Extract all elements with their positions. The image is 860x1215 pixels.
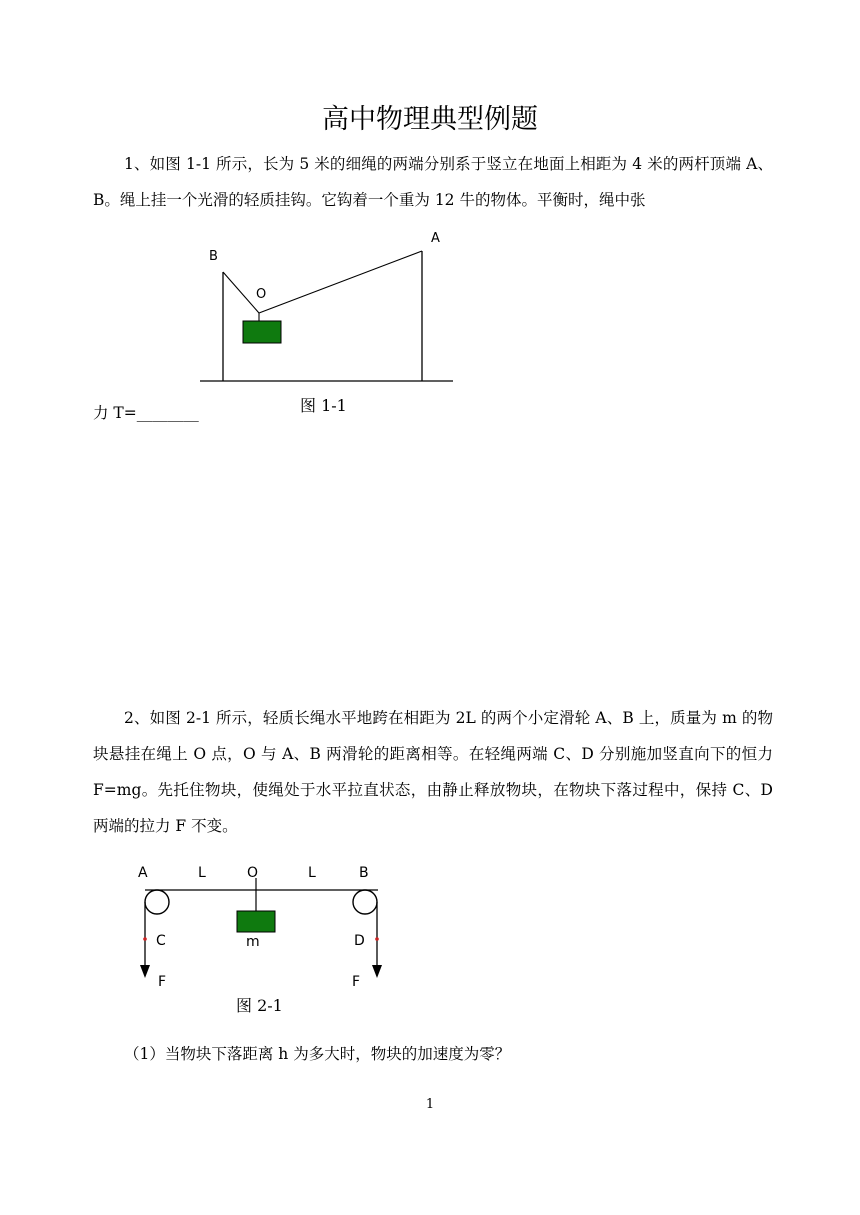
label-f-left: F [158, 974, 167, 990]
pulley-a [145, 890, 169, 914]
label-c: C [156, 933, 166, 949]
label-l-right: L [308, 865, 316, 881]
label-a-2: A [138, 865, 148, 881]
label-o-2: O [247, 865, 259, 881]
figure-2-1 [128, 858, 398, 1018]
point-d-marker [375, 937, 379, 941]
label-m: m [246, 934, 260, 950]
figure-2-1-caption: 图 2-1 [236, 996, 283, 1015]
force-arrow-right [372, 965, 382, 978]
pulley-b [353, 890, 377, 914]
page-number: 1 [425, 1097, 435, 1112]
hanging-weight-block [243, 321, 281, 343]
figure-1-1-caption: 图 1-1 [300, 396, 347, 415]
label-o: O [256, 287, 267, 302]
rope-segment-oa [259, 251, 422, 313]
point-c-marker [143, 937, 147, 941]
label-l-left: L [198, 865, 206, 881]
label-f-right: F [352, 974, 361, 990]
label-b-2: B [359, 865, 369, 881]
force-arrow-left [140, 965, 150, 978]
page-title: 高中物理典型例题 [322, 104, 538, 135]
block-m [237, 911, 275, 932]
question-1: （1）当物块下落距离 h 为多大时，物块的加速度为零？ [124, 1045, 511, 1063]
label-d: D [354, 933, 365, 949]
label-b: B [209, 249, 218, 264]
problem-2-text: 2、如图 2-1 所示，轻质长绳水平地跨在相距为 2L 的两个小定滑轮 A、B 上，质量为 m 的物块悬挂在绳上 O 点，O 与 A、B 两滑轮的距离相等。在轻绳两端 C、D 分别施加竖直向下的恒力 F=mg。先托住物块，使绳处于水平拉直状态，由静止释放物块，在物块下落过程中，保持 C、D 两端的拉力 F 不变。 [93, 709, 773, 835]
answer-blank-line: 力 T=________ [93, 404, 199, 422]
rope-segment-bo [223, 272, 259, 313]
problem-1-text: 1、如图 1-1 所示，长为 5 米的细绳的两端分别系于竖立在地面上相距为 4 米的两杆顶端 A、B。绳上挂一个光滑的轻质挂钩。它钩着一个重为 12 牛的物体。平衡时，绳中张 [93, 155, 773, 209]
figure-1-1 [190, 222, 470, 422]
label-a: A [431, 231, 440, 246]
